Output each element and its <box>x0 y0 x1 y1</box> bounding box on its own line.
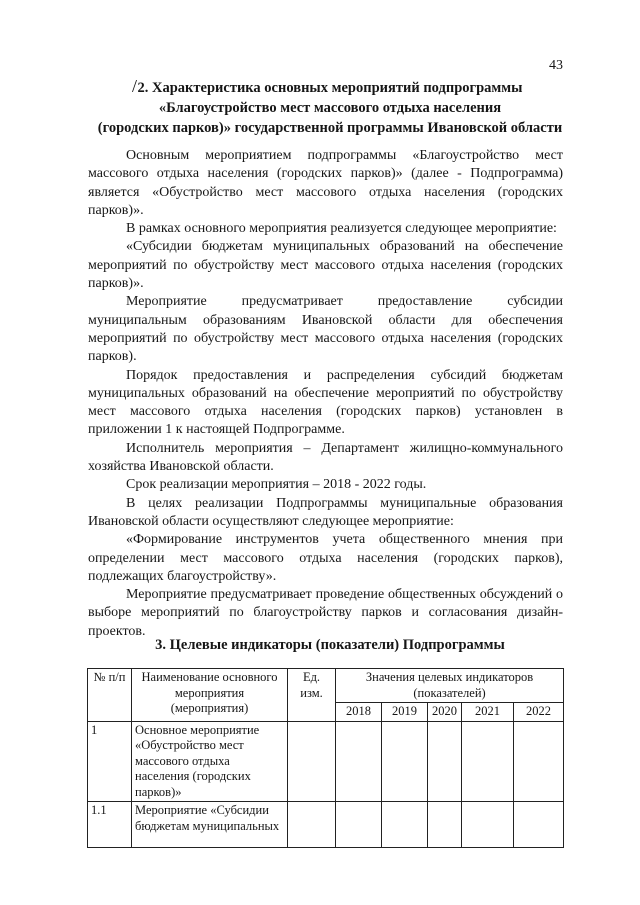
table-row <box>88 802 564 848</box>
table-header-row <box>88 669 564 703</box>
paragraph: «Субсидии бюджетам муниципальных образований на обеспечение мероприятий по обустройству мест массового отдыха населения (городских парков)». <box>88 239 563 292</box>
row-unit <box>288 721 336 802</box>
paragraph: В целях реализации Подпрограммы муниципальные образования Ивановской области осуществляют следующее мероприятие: <box>88 495 563 529</box>
row-value <box>462 721 514 802</box>
paragraph: Мероприятие предусматривает предоставление субсидии муниципальным образованиям Ивановской области для обеспечения мероприятий по обустройству мест массового отдыха населения (городских парков). <box>88 294 563 365</box>
row-value <box>514 721 564 802</box>
row-value <box>382 802 428 848</box>
paragraph: Срок реализации мероприятия – 2018 - 2022 годы. <box>126 477 427 493</box>
row-unit <box>288 802 336 848</box>
row-value <box>462 802 514 848</box>
paragraph: Исполнитель мероприятия – Департамент жилищно-коммунального хозяйства Ивановской области. <box>88 440 563 475</box>
header-year: 2022 <box>514 703 564 722</box>
row-num: 1.1 <box>88 802 132 848</box>
row-value <box>336 802 382 848</box>
header-year: 2018 <box>336 703 382 722</box>
section-2-heading <box>60 78 600 138</box>
heading-line-2: «Благоустройство мест массового отдыха населения <box>158 100 502 116</box>
row-value <box>336 721 382 802</box>
row-num: 1 <box>88 721 132 802</box>
section-3-heading: 3. Целевые индикаторы (показатели) Подпрограммы <box>155 637 505 653</box>
paragraph: Порядок предоставления и распределения субсидий бюджетам муниципальных образований на обеспечение мероприятий по обустройству мест массового отдыха населения (городских парков) установлен в приложении 1 к настоящей Подпрограмме. <box>88 367 563 438</box>
paragraph: «Формирование инструментов учета общественного мнения при определении мест массового отдыха населения (городских парков), подлежащих благоустройству». <box>88 532 563 584</box>
paragraph: Мероприятие предусматривает проведение общественных обсуждений о выборе мероприятий по благоустройству парков и согласования дизайн-проектов. <box>88 587 563 639</box>
indicators-table <box>87 668 564 848</box>
row-value <box>428 721 462 802</box>
header-year: 2020 <box>428 703 462 722</box>
table-row <box>88 721 564 802</box>
header-num: № п/п <box>88 669 132 722</box>
header-values: Значения целевых индикаторов (показателей) <box>336 669 564 703</box>
paragraph: Основным мероприятием подпрограммы «Благоустройство мест массового отдыха населения (городских парков)» (далее - Подпрограмма) является «Обустройство мест массового отдыха населения (городских парков)». <box>88 148 563 218</box>
heading-line-1: 2. Характеристика основных мероприятий подпрограммы <box>137 80 523 96</box>
page-number: 43 <box>549 58 563 73</box>
heading-line-3: (городских парков)» государственной программы Ивановской области <box>97 120 563 136</box>
header-name: Наименование основного мероприятия (мероприятия) <box>132 669 288 722</box>
paragraph: В рамках основного мероприятия реализуется следующее мероприятие: <box>126 221 557 237</box>
section-2-body <box>88 147 563 641</box>
handwritten-mark: / <box>132 76 138 96</box>
row-value <box>382 721 428 802</box>
row-value <box>514 802 564 848</box>
header-year: 2019 <box>382 703 428 722</box>
header-unit: Ед. изм. <box>288 669 336 722</box>
header-year: 2021 <box>462 703 514 722</box>
row-name: Основное мероприятие «Обустройство мест массового отдыха населения (городских парков)» <box>132 721 288 802</box>
row-name: Мероприятие «Субсидии бюджетам муниципальных <box>132 802 288 848</box>
row-value <box>428 802 462 848</box>
